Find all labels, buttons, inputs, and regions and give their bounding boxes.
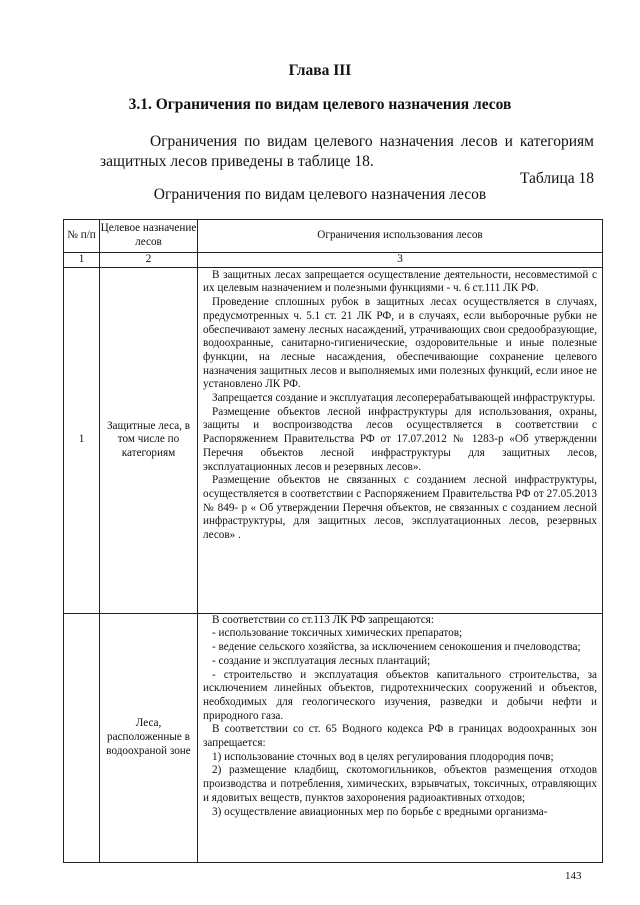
restriction-paragraph: 3) осуществление авиационных мер по борьбе с вредными организма-: [212, 805, 548, 818]
table-row: [64, 267, 603, 613]
column-number: 2: [100, 253, 198, 268]
row-purpose: Леса, расположенные в водоохраной зоне: [100, 613, 198, 862]
header-restrictions: Ограничения использования лесов: [198, 220, 603, 253]
restriction-paragraph: В соответствии со ст. 65 Водного кодекса РФ в границах водоохранных зон запрещается:: [203, 723, 597, 750]
row-number: [64, 613, 100, 862]
restriction-paragraph: - ведение сельского хозяйства, за исключением сенокошения и пчеловодства;: [212, 641, 581, 654]
restriction-paragraph: - строительство и эксплуатация объектов капитального строительства, за исключением линейных объектов, гидротехнических сооружений и объектов, необходимых для геологического изучения, разведки и добычи нефти и природного газа.: [203, 668, 597, 722]
chapter-title: Глава III: [288, 62, 352, 79]
column-number: 1: [64, 253, 100, 268]
restriction-paragraph: В защитных лесах запрещается осуществление деятельности, несовместимой с их целевым назначением и полезными функциями - ч. 6 ст.111 ЛК РФ.: [203, 268, 597, 295]
page-number: 143: [565, 870, 582, 882]
row-restrictions: [198, 267, 603, 613]
restrictions-table: [63, 219, 603, 863]
restriction-paragraph: Размещение объектов не связанных с созданием лесной инфраструктуры, осуществляется в соответствии с Распоряжением Правительства РФ от 27.05.2013 № 849- р « Об утверждении Перечня объектов, не связанных с созданием лесной инфраструктуры, для защитных лесов, эксплуатационных лесов, резервных лесов» .: [203, 474, 597, 542]
restriction-paragraph: - использование токсичных химических препаратов;: [212, 627, 463, 640]
table-row: [64, 613, 603, 862]
section-title: 3.1. Ограничения по видам целевого назначения лесов: [128, 96, 512, 113]
restriction-paragraph: 1) использование сточных вод в целях регулирования плодородия почв;: [212, 750, 554, 763]
column-number-row: [64, 253, 603, 268]
row-number: 1: [64, 267, 100, 613]
column-number: 3: [198, 253, 603, 268]
table-header-row: [64, 220, 603, 253]
table-caption: Ограничения по видам целевого назначения лесов: [153, 186, 487, 203]
row-purpose: Защитные леса, в том числе по категориям: [100, 267, 198, 613]
restriction-paragraph: В соответствии со ст.113 ЛК РФ запрещаются:: [212, 613, 434, 626]
restriction-paragraph: Запрещается создание и эксплуатация лесоперерабатывающей инфраструктуры.: [212, 392, 596, 405]
header-number: № п/п: [64, 220, 100, 253]
header-purpose: Целевое назначение лесов: [100, 220, 198, 253]
intro-paragraph: Ограничения по видам целевого назначения лесов и категориям защитных лесов приведены в таблице 18.: [100, 133, 594, 170]
restriction-paragraph: Размещение объектов лесной инфраструктуры для использования, охраны, защиты и воспроизводства лесов осуществляется в соответствии с Распоряжением Правительства РФ от 17.07.2012 № 1283-р «Об утверждении Перечня объектов лесной инфраструктуры для защитных лесов, эксплуатационных лесов и резервных лесов».: [203, 405, 597, 473]
restriction-paragraph: Проведение сплошных рубок в защитных лесах осуществляется в случаях, предусмотренных ч. 5.1 ст. 21 ЛК РФ, и в случаях, если выборочные рубки не обеспечивают замену лесных насаждений, утрачивающих свои средообразующие, водоохранные, санитарно-гигиенические, оздоровительные и иные полезные функции, на лесные насаждения, обеспечивающие сохранение целевого назначения защитных лесов и выполняемых ими полезных функций, если иное не установлено ЛК РФ.: [203, 296, 597, 391]
restriction-paragraph: 2) размещение кладбищ, скотомогильников, объектов размещения отходов производства и потребления, химических, взрывчатых, токсичных, отравляющих и ядовитых веществ, пунктов захоронения радиоактивных отходов;: [203, 764, 597, 804]
row-restrictions: [198, 613, 603, 862]
table-label: Таблица 18: [519, 170, 594, 187]
restriction-paragraph: - создание и эксплуатация лесных плантаций;: [212, 654, 431, 667]
